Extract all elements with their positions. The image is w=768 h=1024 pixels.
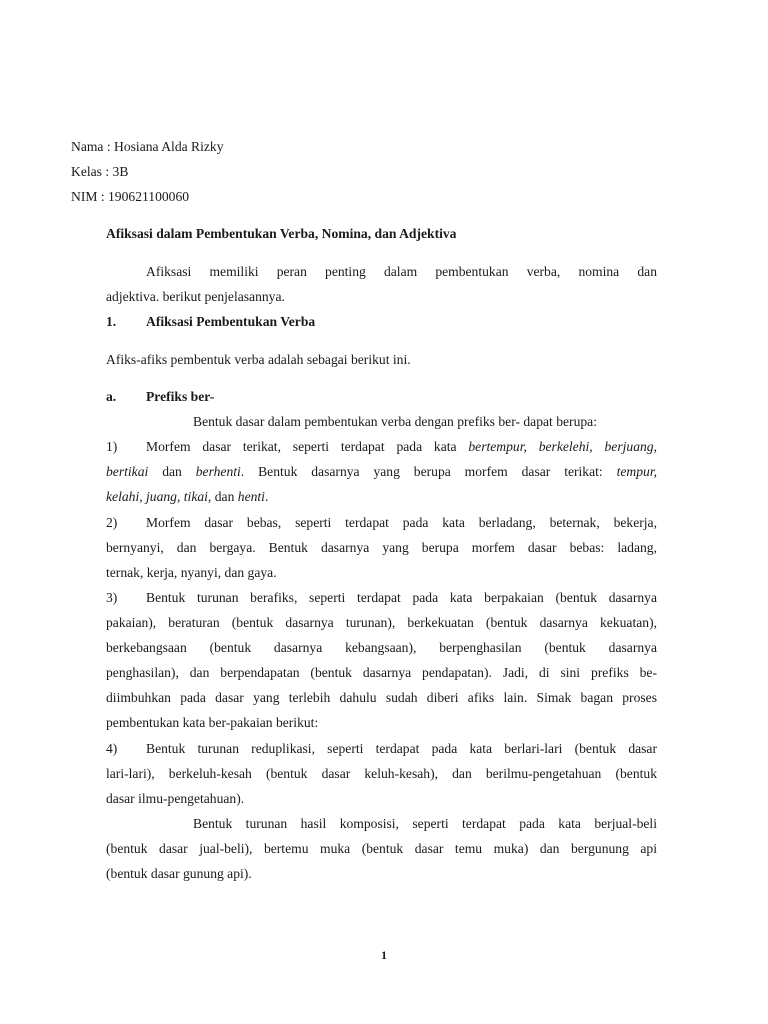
item-4-line-3: dasar ilmu-pengetahuan). bbox=[106, 791, 245, 806]
item-1-line-3: kelahi, juang, tikai, dan henti. bbox=[106, 489, 269, 504]
item-3-line-6: pembentukan kata ber-pakaian berikut: bbox=[106, 715, 319, 730]
intro-line-1: Afiksasi memiliki peran penting dalam pembentukan verba, nomina dan bbox=[146, 264, 657, 279]
item-1-line-1: Morfem dasar terikat, seperti terdapat pada kata bertempur, berkelehi, berjuang, bbox=[146, 439, 657, 454]
item-3-line-3: berkebangsaan (bentuk dasarnya kebangsaan), berpenghasilan (bentuk dasarnya bbox=[106, 640, 657, 655]
intro-line-2: adjektiva. berikut penjelasannya. bbox=[106, 289, 285, 304]
item-4-line-2: lari-lari), berkeluh-kesah (bentuk dasar keluh-kesah), dan berilmu-pengetahuan (bentuk bbox=[106, 766, 657, 781]
subsection-a-number: a. bbox=[106, 389, 117, 404]
item-2-number: 2) bbox=[106, 515, 118, 530]
student-class: Kelas : 3B bbox=[71, 164, 129, 179]
item-3-line-5: diimbuhkan pada dasar yang terlebih dahulu sudah diberi afiks lain. Simak bagan proses bbox=[106, 690, 657, 705]
document-title: Afiksasi dalam Pembentukan Verba, Nomina, dan Adjektiva bbox=[106, 226, 457, 241]
item-2-line-3: ternak, kerja, nyanyi, dan gaya. bbox=[106, 565, 277, 580]
item-4-line-1: Bentuk turunan reduplikasi, seperti terdapat pada kata berlari-lari (bentuk dasar bbox=[146, 741, 657, 756]
section-1-heading: Afiksasi Pembentukan Verba bbox=[146, 314, 316, 329]
section-1-number: 1. bbox=[106, 314, 117, 329]
item-1-line-2: bertikai dan berhenti. Bentuk dasarnya yang berupa morfem dasar terikat: tempur, bbox=[106, 464, 657, 479]
item-1-number: 1) bbox=[106, 439, 118, 454]
subsection-a-heading: Prefiks ber- bbox=[146, 389, 215, 404]
item-3-line-1: Bentuk turunan berafiks, seperti terdapat pada kata berpakaian (bentuk dasarnya bbox=[146, 590, 657, 605]
komposisi-line-2: (bentuk dasar jual-beli), bertemu muka (bentuk dasar temu muka) dan bergunung api bbox=[106, 841, 657, 856]
page-number: 1 bbox=[381, 948, 387, 962]
komposisi-line-1: Bentuk turunan hasil komposisi, seperti terdapat pada kata berjual-beli bbox=[193, 816, 657, 831]
bentuk-dasar-intro: Bentuk dasar dalam pembentukan verba dengan prefiks ber- dapat berupa: bbox=[193, 414, 597, 429]
item-3-line-2: pakaian), beraturan (bentuk dasarnya turunan), berkekuatan (bentuk dasarnya kekuatan), bbox=[106, 615, 657, 630]
item-2-line-2: bernyanyi, dan bergaya. Bentuk dasarnya yang berupa morfem dasar bebas: ladang, bbox=[106, 540, 657, 555]
item-3-number: 3) bbox=[106, 590, 118, 605]
afiks-intro: Afiks-afiks pembentuk verba adalah sebagai berikut ini. bbox=[106, 352, 411, 367]
komposisi-line-3: (bentuk dasar gunung api). bbox=[106, 866, 252, 881]
student-nim: NIM : 190621100060 bbox=[71, 189, 190, 204]
item-2-line-1: Morfem dasar bebas, seperti terdapat pada kata berladang, beternak, bekerja, bbox=[146, 515, 657, 530]
item-3-line-4: penghasilan), dan berpendapatan (bentuk dasarnya pendapatan). Jadi, di sini prefiks be- bbox=[106, 665, 657, 680]
item-4-number: 4) bbox=[106, 741, 118, 756]
student-name: Nama : Hosiana Alda Rizky bbox=[71, 139, 224, 154]
